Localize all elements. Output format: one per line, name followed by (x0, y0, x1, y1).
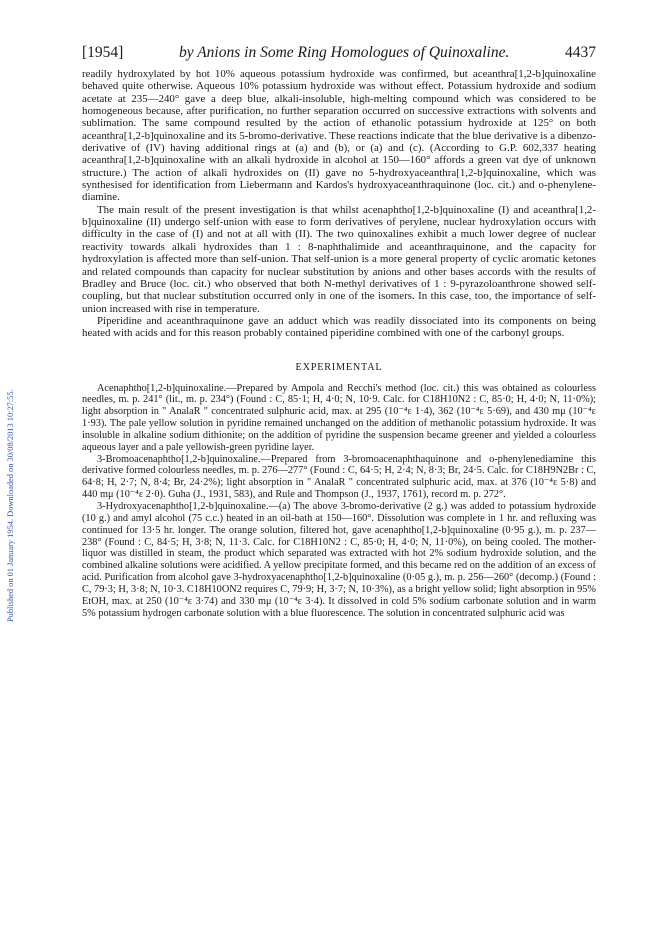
experimental-paragraph-3: 3-Hydroxyacenaphtho[1,2-b]quinoxaline.—(a) The above 3-bromo-derivative (2 g.) was added to potassium hydroxide (10 g.) and amyl alcohol (75 c.c.) heated in an oil-bath at 150—160°. Dissolution was complete in 1 hr. and refluxing was continued for 13·5 hr. longer. The orange solution, filtered hot, gave acenaphtho[1,2-b]quinoxaline (0·95 g.), m. p. 237—238° (Found : C, 84·5; H, 3·8; N, 11·3. Calc. for C18H10N2 : C, 85·0; H, 4·0; N, 11·0%), on being cooled. The mother-liquor was distilled in steam, the product which separated was extracted with hot 2% sodium hydroxide solution, and the combined alkaline solutions were acidified. A yellow precipitate formed, and this became red on the addition of an excess of acid. Purification from alcohol gave 3-hydroxyacenaphtho[1,2-b]quinoxaline (0·05 g.), m. p. 256—260° (decomp.) (Found : C, 79·3; H, 3·8; N, 10·3. C18H10ON2 requires C, 79·9; H, 3·7; N, 10·3%), as a bright yellow solid; light absorption in 95% EtOH, max. at 250 (10⁻⁴ε 3·74) and 330 mμ (10⁻⁴ε 3·4). It dissolved in cold 5% sodium carbonate solution and in warm 5% potassium hydrogen carbonate solution with a blue fluorescence. The solution in concentrated sulphuric acid was (82, 501, 596, 619)
experimental-section (82, 383, 596, 620)
header-year: [1954] (82, 44, 124, 61)
body-paragraph-1: readily hydroxylated by hot 10% aqueous potassium hydroxide was confirmed, but aceanthra[1,2-b]quinoxaline behaved quite otherwise. Aqueous 10% potassium hydroxide was without effect. Potassium hydroxide and sodium acetate at 235—240° gave a deep blue, alkali-insoluble, high-melting compound which was considered to be homogeneous because, after purification, no further separation occurred on successive extractions with solvents and sublimation. The same compound resulted by the action of ethanolic potassium hydroxide at 125° on both aceanthra[1,2-b]quinoxaline and its 5-bromo-derivative. These reactions indicate that the blue derivative is a dibenzo-derivative of (IV) having additional rings at (a) and (b), or (a) and (c). (According to G.P. 602,337 heating aceanthra[1,2-b]quinoxaline with an alkali hydroxide in alcohol at 150—160° affords a green vat dye of unknown structure.) The action of alkali hydroxides on (II) gave no 5-hydroxyaceanthra[1,2-b]quinoxaline, which was synthesised for identification from Liebermann and Kardos's hydroxyaceanthraquinone (loc. cit.) and o-phenylene-diamine. (82, 68, 596, 204)
section-heading-experimental: EXPERIMENTAL (295, 361, 383, 373)
experimental-paragraph-1: Acenaphtho[1,2-b]quinoxaline.—Prepared by Ampola and Recchi's method (loc. cit.) this was obtained as colourless needles, m. p. 241° (lit., m. p. 234°) (Found : C, 85·1; H, 4·0; N, 10·9. Calc. for C18H10N2 : C, 85·0; H, 4·0; N, 11·0%); light absorption in " AnalaR " concentrated sulphuric acid, max. at 295 (10⁻⁴ε 1·4), 362 (10⁻⁴ε 5·69), and 430 mμ (10⁻⁴ε 1·93). The pale yellow solution in pyridine remained unchanged on the addition of methanolic potassium hydroxide. It was insoluble in alkaline sodium dithionite; on the addition of pyridine the suspension became greener and yielded a colourless aqueous layer and a pale yellowish-green pyridine layer. (82, 382, 596, 453)
running-header (82, 44, 596, 62)
download-side-note: Published on 01 January 1954. Downloaded on 30/08/2013 10:27:55. (6, 389, 15, 622)
body-paragraph-3: Piperidine and aceanthraquinone gave an adduct which was readily dissociated into its components on being heated with acids and for this reason probably contained piperidine combined with one of the carbonyl groups. (82, 314, 596, 340)
header-page-number: 4437 (564, 44, 596, 61)
journal-page (82, 44, 596, 619)
body-paragraph-2: The main result of the present investigation is that whilst acenaphtho[1,2-b]quinoxaline (I) and aceanthra[1,2-b]quinoxaline (II) undergo self-union with ease to form derivatives of perylene, nuclear hydroxylation occurs with difficulty in the case of (I) and not at all with (II). The two quinoxalines exhibit a much lower degree of nuclear reactivity towards alkali hydroxides than 1 : 8-naphthalimide and aceanthraquinone, and the capacity for hydroxylation is affected more than self-union. That self-union is a more general property of cyclic aromatic ketones and related compounds than capacity for nuclear substitution by anions and other bases accords with the results of Bradley and Bruce (loc. cit.) who observed that both N-methyl derivatives of 1 : 9-pyrazoloanthrone showed self-coupling, but that nuclear substitution occurred only in one of the isomers. In this case, too, the importance of self-union increased with rise in temperature. (82, 203, 596, 315)
experimental-paragraph-2: 3-Bromoacenaphtho[1,2-b]quinoxaline.—Prepared from 3-bromoacenaphthaquinone and o-phenylenediamine this derivative formed colourless needles, m. p. 276—277° (Found : C, 64·5; H, 2·4; N, 8·3; Br, 24·5. Calc. for C18H9N2Br : C, 64·8; H, 2·7; N, 8·4; Br, 24·2%); light absorption in " AnalaR " concentrated sulphuric acid, max. at 376 (10⁻⁴ε 5·8) and 440 mμ (10⁻⁴ε 2·0). Guha (J., 1931, 583), and Rule and Thompson (J., 1937, 1761), record m. p. 272°. (82, 453, 596, 501)
header-title: by Anions in Some Ring Homologues of Quinoxaline. (178, 44, 510, 61)
